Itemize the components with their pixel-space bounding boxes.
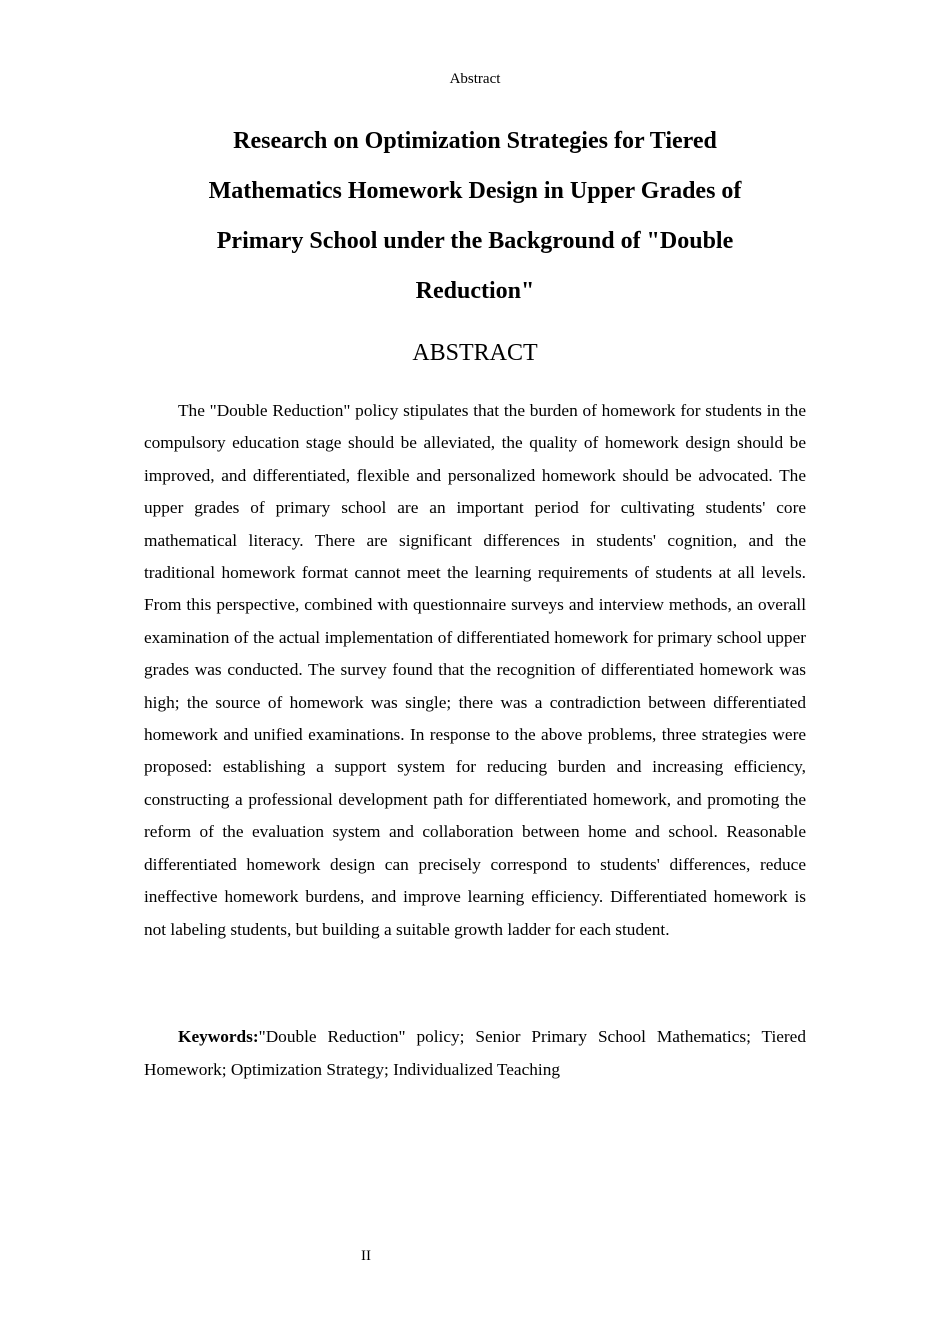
- keywords-label: Keywords:: [178, 1027, 259, 1046]
- keywords-text: "Double Reduction" policy; Senior Primary School Mathematics; Tiered Homework; Optimization Strategy; Individualized Teaching: [144, 1027, 806, 1079]
- page-number: II: [361, 1248, 371, 1264]
- abstract-heading: ABSTRACT: [412, 340, 538, 366]
- paper-title: Research on Optimization Strategies for Tiered Mathematics Homework Design in Upper Grades of Primary School under the Background of "Double Reduction": [208, 128, 742, 304]
- abstract-body: The "Double Reduction" policy stipulates that the burden of homework for students in the compulsory education stage should be alleviated, the quality of homework design should be improved, and differentiated, flexible and personalized homework should be advocated. The upper grades of primary school are an important period for cultivating students' core mathematical literacy. There are significant differences in students' cognition, and the traditional homework format cannot meet the learning requirements of students at all levels. From this perspective, combined with questionnaire surveys and interview methods, an overall examination of the actual implementation of differentiated homework for primary school upper grades was conducted. The survey found that the recognition of differentiated homework was high; the source of homework was single; there was a contradiction between differentiated homework and unified examinations. In response to the above problems, three strategies were proposed: establishing a support system for reducing burden and increasing efficiency, constructing a professional development path for differentiated homework, and promoting the reform of the evaluation system and collaboration between home and school. Reasonable differentiated homework design can precisely correspond to students' differences, reduce ineffective homework burdens, and improve learning efficiency. Differentiated homework is not labeling students, but building a suitable growth ladder for each student.: [144, 401, 806, 939]
- keywords-paragraph: [144, 1020, 806, 1086]
- running-header: Abstract: [449, 71, 501, 87]
